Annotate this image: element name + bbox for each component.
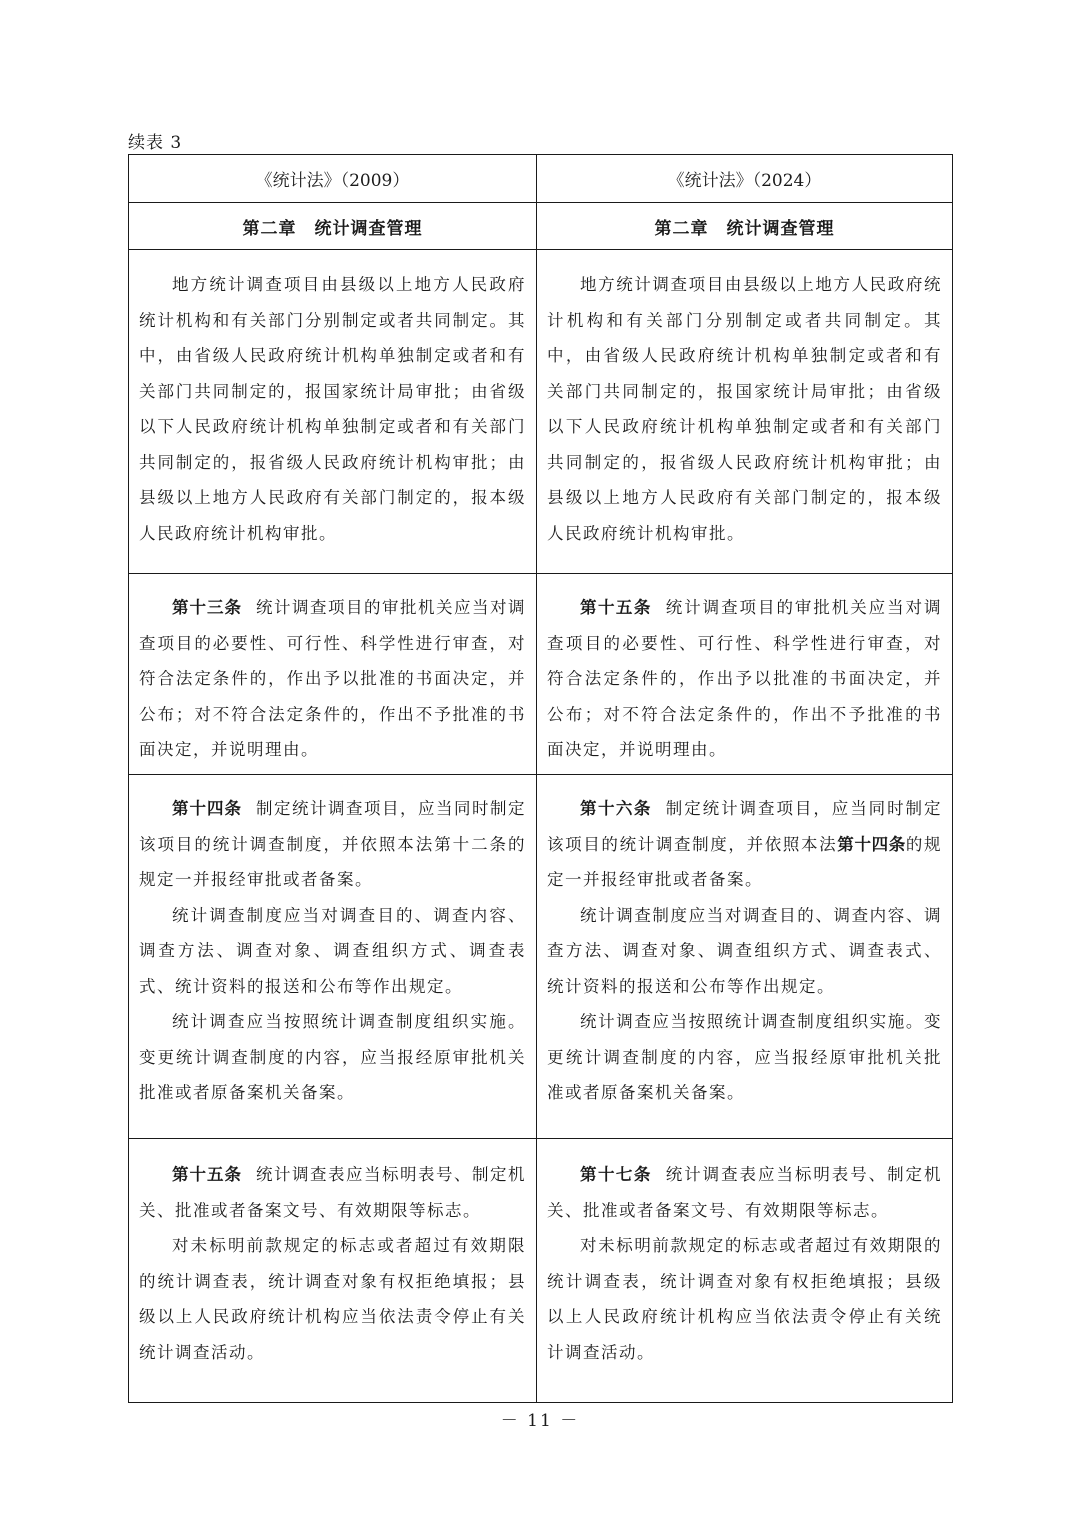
paragraph: 对未标明前款规定的标志或者超过有效期限的统计调查表，统计调查对象有权拒绝填报；县级以上人民政府统计机构应当依法责令停止有关统计调查活动。	[139, 1236, 526, 1362]
paragraph: 地方统计调查项目由县级以上地方人民政府统计机构和有关部门分别制定或者共同制定。其中，由省级人民政府统计机构单独制定或者和有关部门共同制定的，报国家统计局审批；由省级以下人民政府统计机构单独制定或者和有关部门共同制定的，报省级人民政府统计机构审批；由县级以上地方人民政府有关部门制定的，报本级人民政府统计机构审批。	[139, 275, 526, 543]
article-number: 第十四条	[172, 799, 242, 818]
paragraph	[139, 1157, 526, 1228]
paragraph: 统计调查制度应当对调查目的、调查内容、调查方法、调查对象、调查组织方式、调查表式、统计资料的报送和公布等作出规定。	[139, 905, 526, 996]
cell-2024	[537, 1139, 953, 1403]
table-caption: 续表 3	[128, 133, 183, 153]
paragraph: 地方统计调查项目由县级以上地方人民政府统计机构和有关部门分别制定或者共同制定。其中，由省级人民政府统计机构单独制定或者和有关部门共同制定的，报国家统计局审批；由省级以下人民政府统计机构单独制定或者和有关部门共同制定的，报省级人民政府统计机构审批；由县级以上地方人民政府有关部门制定的，报本级人民政府统计机构审批。	[547, 275, 942, 543]
paragraph-text: 制定统计调查项目，应当同时制定该项目的统计调查制度，并依照本法	[547, 799, 943, 854]
cell-2009	[129, 250, 537, 574]
paragraph	[547, 1157, 942, 1228]
paragraph-text: 的规定一并报经审批或者备案。	[547, 834, 943, 889]
paragraph	[139, 590, 526, 768]
chapter-right: 第二章 统计调查管理	[537, 203, 953, 250]
paragraph-text: 统计调查表应当标明表号、制定机关、批准或者备案文号、有效期限等标志。	[547, 1165, 943, 1220]
cell-2009	[129, 1139, 537, 1403]
cell-2024	[537, 775, 953, 1139]
cell-2024	[537, 250, 953, 574]
paragraph	[547, 590, 942, 768]
cell-2009	[129, 775, 537, 1139]
table-row	[129, 775, 953, 1139]
article-number: 第十七条	[580, 1165, 652, 1184]
table-row	[129, 574, 953, 775]
article-number: 第十六条	[580, 799, 652, 818]
paragraph-text: 制定统计调查项目，应当同时制定该项目的统计调查制度，并依照本法第十二条的规定一并报经审批或者备案。	[139, 799, 526, 889]
paragraph-text: 统计调查项目的审批机关应当对调查项目的必要性、可行性、科学性进行审查，对符合法定条件的，作出予以批准的书面决定，并公布；对不符合法定条件的，作出不予批准的书面决定，并说明理由。	[139, 598, 526, 759]
chapter-row	[129, 203, 953, 250]
header-right: 《统计法》（2024）	[537, 155, 953, 203]
article-number: 第十五条	[580, 598, 652, 617]
table-row	[129, 250, 953, 574]
paragraph	[547, 791, 942, 898]
paragraph: 统计调查应当按照统计调查制度组织实施。变更统计调查制度的内容，应当报经原审批机关批准或者原备案机关备案。	[139, 1012, 526, 1102]
table-header-row	[129, 155, 953, 203]
cell-2024	[537, 574, 953, 775]
paragraph: 统计调查应当按照统计调查制度组织实施。变更统计调查制度的内容，应当报经原审批机关批准或者原备案机关备案。	[547, 1012, 942, 1102]
article-reference: 第十四条	[837, 834, 906, 854]
page-number: － 11 －	[500, 1411, 580, 1431]
header-left: 《统计法》（2009）	[129, 155, 537, 203]
paragraph: 统计调查制度应当对调查目的、调查内容、调查方法、调查对象、调查组织方式、调查表式、统计资料的报送和公布等作出规定。	[547, 905, 942, 996]
article-number: 第十五条	[172, 1165, 242, 1184]
paragraph	[139, 791, 526, 898]
paragraph-text: 统计调查表应当标明表号、制定机关、批准或者备案文号、有效期限等标志。	[139, 1165, 526, 1220]
paragraph-text: 统计调查项目的审批机关应当对调查项目的必要性、可行性、科学性进行审查，对符合法定条件的，作出予以批准的书面决定，并公布；对不符合法定条件的，作出不予批准的书面决定，并说明理由。	[547, 598, 943, 759]
paragraph: 对未标明前款规定的标志或者超过有效期限的统计调查表，统计调查对象有权拒绝填报；县级以上人民政府统计机构应当依法责令停止有关统计调查活动。	[547, 1236, 942, 1362]
article-number: 第十三条	[172, 598, 242, 617]
chapter-left: 第二章 统计调查管理	[129, 203, 537, 250]
cell-2009	[129, 574, 537, 775]
comparison-table	[128, 154, 953, 1403]
table-row	[129, 1139, 953, 1403]
